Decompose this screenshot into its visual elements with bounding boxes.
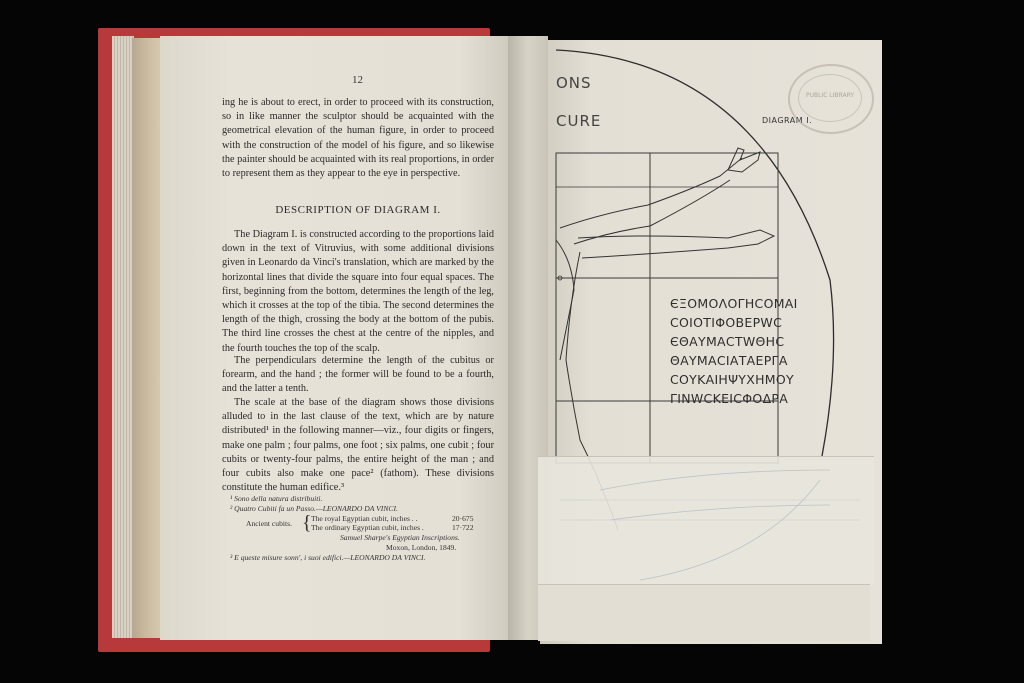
page-number: 12 <box>352 74 363 86</box>
section-heading: DESCRIPTION OF DIAGRAM I. <box>275 204 441 216</box>
cubit-royal: The royal Egyptian cubit, inches . . <box>311 514 418 523</box>
footnote-3: ³ E queste misure sonn', i suoi edifici.—LEONARDO DA VINCI. <box>230 553 426 562</box>
diagram-label: DIAGRAM I. <box>762 116 813 125</box>
cubit-royal-value: 20·675 <box>452 514 474 523</box>
paragraph-diagram: The Diagram I. is constructed according to the proportions laid down in the text of Vitruvius, with some additional divisions given in Leonardo da Vinci's translation, which are marked by the horizontal lines that divide the square into four equal spaces. The first, beginning from the bottom, determines the length of the leg, which it crosses at the top of the tibia. The second determines the length of the thigh, crossing the body at the bottom of the pubis. The third line crosses the chest at the centre of the nipples, and the fourth touches the top of the scalp. <box>222 229 494 354</box>
cubit-ordinary-value: 17·722 <box>452 523 474 532</box>
intro-paragraph: ing he is about to erect, in order to proceed with its construction, so in like manner the sculptor should be acquainted with the geometrical elevation of the human figure, in order to proceed with the construction of the model of his figure, and so likewise the painter should be acquainted with its real proportions, in order to represent them as they appear to the eye in perspective. <box>222 97 494 180</box>
source-citation: Samuel Sharpe's Egyptian Inscriptions. <box>340 533 460 542</box>
library-stamp-text: PUBLIC LIBRARY <box>805 92 855 99</box>
greek-line: ΘΑΥΜΑCΙΑΤΑΕΡΓΑ <box>670 353 788 368</box>
cubit-ordinary: The ordinary Egyptian cubit, inches . <box>311 523 424 532</box>
footnote-2: ² Quatro Cubiti fa un Passo.—LEONARDO DA VINCI. <box>230 504 398 513</box>
brace: { <box>302 512 312 534</box>
greek-line: ЄΞΟΜΟΛΟΓΗCΟΜΑΙ <box>670 296 798 311</box>
title-fragment-1: ONS <box>556 74 592 92</box>
title-fragment-2: CURE <box>556 112 602 130</box>
greek-line: CΟΥΚΑΙΗΨΥΧΗΜΟΥ <box>670 372 794 387</box>
greek-line: ΓΙΝWCΚΕΙCΦΟΔΡΑ <box>670 391 789 406</box>
paragraph-perpendiculars: The perpendiculars determine the length of the cubitus or forearm, and the hand ; the former will be found to be a fourth, and the latter a tenth. <box>222 355 494 395</box>
source-publisher: Moxon, London, 1849. <box>386 543 457 552</box>
flap-faint-arc <box>600 470 830 580</box>
folded-page-bottom <box>538 584 870 641</box>
ancient-cubits-label: Ancient cubits. <box>246 519 292 528</box>
greek-line: ЄΘΑΥΜΑCΤWΘΗC <box>670 334 785 349</box>
footnote-1: ¹ Sono della natura distribuiti. <box>230 494 323 503</box>
greek-line: CΟΙΟΤΙΦΟΒΕΡWC <box>670 315 783 330</box>
paragraph-scale: The scale at the base of the diagram shows those divisions alluded to in the last clause of the text, which are by nature distributed¹ in the following manner—viz., four digits or fingers, make one palm ; four palms, one foot ; six palms, one cubit ; four cubits or twenty-four palms, the entire height of the man ; and four cubits also make one pace² (fathom). These divisions constitute the human edifice.³ <box>222 397 494 494</box>
